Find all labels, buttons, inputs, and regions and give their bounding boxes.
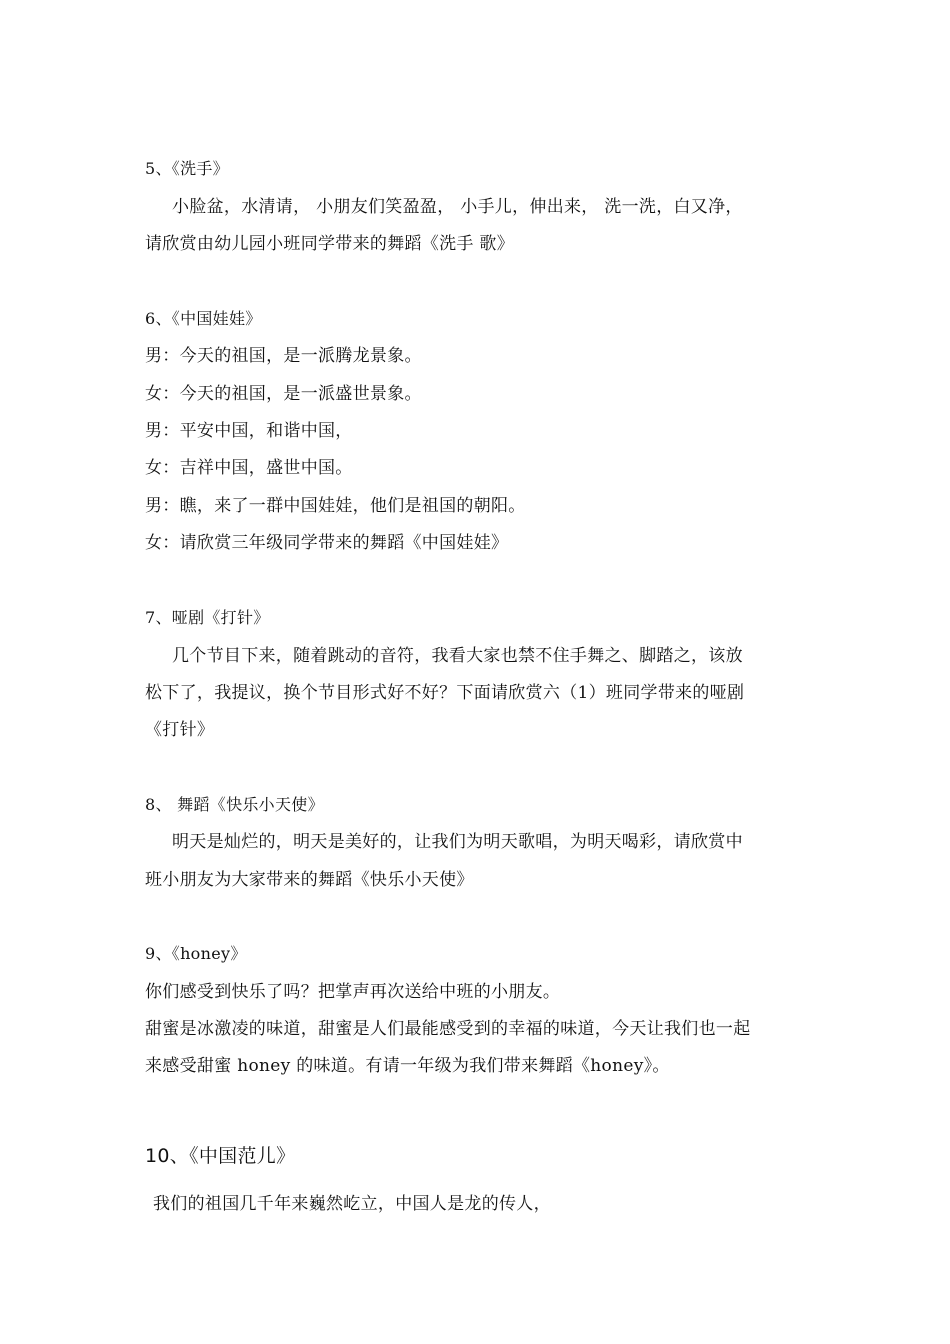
section-7-line-2: 松下了，我提议，换个节目形式好不好？下面请欣赏六（1）班同学带来的哑剧 [145,683,745,703]
section-6-line-4: 女：吉祥中国，盛世中国。 [145,458,353,478]
section-6-line-6: 女：请欣赏三年级同学带来的舞蹈《中国娃娃》 [145,533,509,553]
section-6-title: 6、《中国娃娃》 [145,309,262,328]
section-7-line-1: 几个节目下来，随着跳动的音符，我看大家也禁不住手舞之、脚踏之，该放 [172,646,743,666]
section-7-title: 7、哑剧《打针》 [145,608,270,627]
section-10-title: 10、《中国范儿》 [145,1145,296,1167]
section-9-line-1: 你们感受到快乐了吗？把掌声再次送给中班的小朋友。 [145,982,561,1002]
section-6-line-1: 男：今天的祖国，是一派腾龙景象。 [145,346,422,366]
section-5-line-1: 小脸盆，水清请， 小朋友们笑盈盈， 小手儿，伸出来， 洗一洗，白又净， [172,197,743,217]
section-6-line-5: 男：瞧，来了一群中国娃娃，他们是祖国的朝阳。 [145,496,526,516]
section-10-line-1: 我们的祖国几千年来巍然屹立，中国人是龙的传人， [153,1194,551,1214]
section-5-title: 5、《洗手》 [145,159,229,178]
section-7-line-3: 《打针》 [145,720,215,740]
section-5-line-2: 请欣赏由幼儿园小班同学带来的舞蹈《洗手 歌》 [145,234,515,254]
section-9-line-2: 甜蜜是冰激凌的味道，甜蜜是人们最能感受到的幸福的味道，今天让我们也一起 [145,1019,751,1039]
section-9-title: 9、《honey》 [145,944,247,963]
section-8-line-1: 明天是灿烂的，明天是美好的，让我们为明天歌唱，为明天喝彩，请欣赏中 [172,832,743,852]
section-6-line-2: 女：今天的祖国，是一派盛世景象。 [145,384,422,404]
section-8-title: 8、 舞蹈《快乐小天使》 [145,795,324,814]
section-6-line-3: 男：平安中国，和谐中国， [145,421,353,441]
section-8-line-2: 班小朋友为大家带来的舞蹈《快乐小天使》 [145,870,474,890]
section-9-line-3: 来感受甜蜜 honey 的味道。有请一年级为我们带来舞蹈《honey》。 [145,1056,670,1076]
